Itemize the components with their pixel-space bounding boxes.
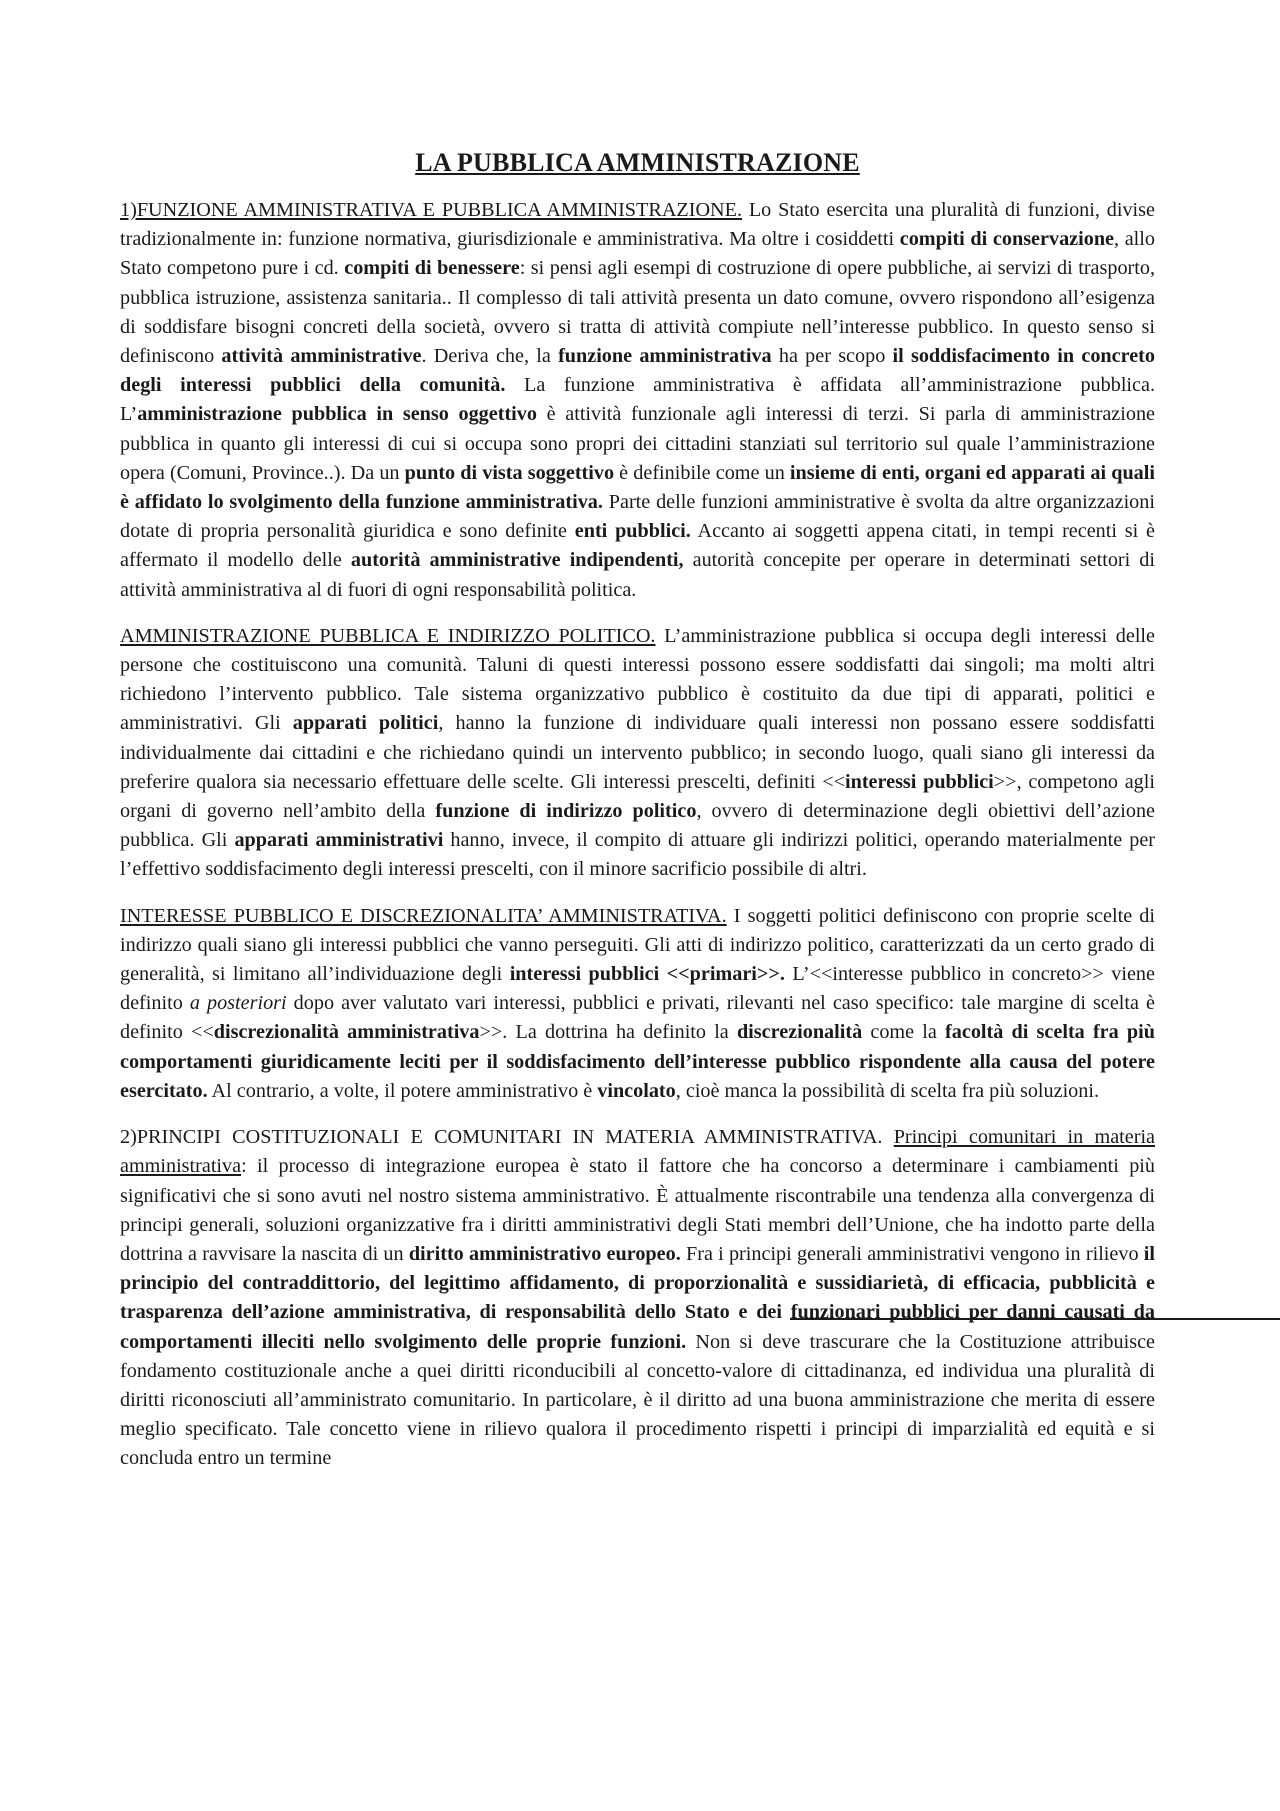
bold-term: enti pubblici.	[574, 520, 691, 543]
text-run: L’<<interesse pubblico in concreto>> viene definito	[120, 963, 1155, 1015]
text-run: Parte delle funzioni amministrative è svolta da altre organizzazioni dotate di propria personalità giuridica e sono definite	[120, 491, 1155, 543]
text-run: è attività funzionale agli interessi di terzi. Si parla di amministrazione pubblica in quanto gli interessi di cui si occupa sono propri dei cittadini stanziati sul territorio sul quale l’amministrazione opera (Comuni, Province..). Da un	[120, 403, 1155, 484]
text-run: >>, competono agli organi di governo nell’ambito della	[120, 770, 1155, 823]
paragraph-discrezionalita	[120, 902, 1155, 1106]
text-run: : il processo di integrazione europea è stato il fattore che ha concorso a determinare i cambiamenti più significativi che si sono avuti nel nostro sistema amministrativo. È attualmente riscontrabile una tendenza alla convergenza di principi generali, soluzioni organizzative fra i diritti amministrativi degli Stati membri dell’Unione, che ha indotto parte della dottrina a ravvisare la nascita di un	[120, 1155, 1155, 1265]
text-run: , allo Stato competono pure i cd.	[120, 228, 1155, 280]
paragraph-indirizzo-politico	[120, 622, 1155, 885]
bold-term: interessi pubblici <<primari>>.	[509, 963, 785, 986]
text-run: Al contrario, a volte, il potere amministrativo è	[207, 1079, 598, 1102]
bold-term: amministrazione pubblica in senso oggettivo	[137, 403, 537, 426]
text-run: La funzione amministrativa è affidata all’amministrazione pubblica. L’	[120, 374, 1156, 426]
bold-term: funzione amministrativa	[558, 345, 772, 368]
bold-term: interessi pubblici	[845, 770, 994, 793]
section-heading: 1)FUNZIONE AMMINISTRATIVA E PUBBLICA AMMINISTRAZIONE.	[120, 199, 742, 221]
section-heading: INTERESSE PUBBLICO E DISCREZIONALITA’ AMMINISTRATIVA.	[120, 904, 727, 927]
paragraph-funzione-amministrativa	[120, 196, 1155, 605]
bold-term: funzione di indirizzo politico	[435, 800, 697, 823]
bold-term: discrezionalità amministrativa	[213, 1021, 480, 1044]
text-run: . Deriva che, la	[421, 345, 559, 368]
subsection-heading: Principi comunitari in materia amministrativa	[120, 1126, 1156, 1178]
italic-term: a posteriori	[189, 992, 287, 1015]
text-run: I soggetti politici definiscono con proprie scelte di indirizzo quali siano gli interessi pubblici che vanno perseguiti. Gli atti di indirizzo politico, caratterizzati da un certo grado di generalità, si limitano all’individuazione degli	[120, 904, 1156, 986]
text-run: Accanto ai soggetti appena citati, in tempi recenti si è affermato il modello delle	[120, 520, 1155, 572]
bold-term: vincolato	[597, 1079, 676, 1102]
bold-term: compiti di conservazione	[899, 228, 1115, 251]
section-heading: AMMINISTRAZIONE PUBBLICA E INDIRIZZO POLITICO.	[120, 624, 656, 647]
horizontal-rule	[790, 1318, 1280, 1320]
section-heading: 2)PRINCIPI COSTITUZIONALI E COMUNITARI IN MATERIA AMMINISTRATIVA.	[120, 1126, 883, 1149]
bold-term: compiti di benessere	[344, 257, 520, 280]
text-run: , hanno la funzione di individuare quali interessi non possano essere soddisfatti individualmente dai cittadini e che richiedano quindi un intervento pubblico; in secondo luogo, quali siano gli interessi da preferire qualora sia necessario effettuare delle scelte. Gli interessi prescelti, definiti <<	[120, 712, 1155, 793]
text-run: è definibile come un	[614, 461, 790, 484]
bold-term: apparati politici	[292, 712, 439, 735]
bold-term: il principio del contraddittorio, del legittimo affidamento, di proporzionalità e sussidiarietà, di efficacia, pubblicità e trasparenza dell’azione amministrativa, di responsabilità dello Stato e dei funzionari pubblici per danni causati da comportamenti illeciti nello svolgimento delle proprie funzioni.	[120, 1242, 1155, 1353]
text-run: ha per scopo	[771, 345, 893, 368]
text-run: Lo Stato esercita una pluralità di funzioni, divise tradizionalmente in: funzione normativa, giurisdizionale e amministrativa. Ma oltre i cosiddetti	[120, 199, 1155, 251]
text-run: , ovvero di determinazione degli obiettivi dell’azione pubblica. Gli	[120, 800, 1156, 852]
text-run: hanno, invece, il compito di attuare gli indirizzi politici, operando materialmente per l’effettivo soddisfacimento degli interessi prescelti, con il minore sacrificio possibile di altri.	[120, 829, 1156, 881]
bold-term: apparati amministrativi	[234, 829, 444, 852]
page-title: LA PUBBLICA AMMINISTRAZIONE	[415, 148, 860, 177]
bold-term: facoltà di scelta fra più comportamenti giuridicamente leciti per il soddisfacimento dell’interesse pubblico rispondente alla causa del potere esercitato.	[120, 1021, 1155, 1102]
paragraph-principi	[120, 1123, 1155, 1473]
text-run: Fra i principi generali amministrativi vengono in rilievo	[680, 1242, 1144, 1265]
text-run: Non si deve trascurare che la Costituzione attribuisce fondamento costituzionale anche a quei diritti riconducibili al concetto-valore di cittadinanza, ed individua una pluralità di diritti riconosciuti all’amministrato comunitario. In particolare, è il diritto ad una buona amministrazione che merita di essere meglio specificato. Tale concetto viene in rilievo qualora il procedimento rispetti i principi di imparzialità ed equità e si concluda entro un termine	[120, 1330, 1155, 1470]
text-run: >>. La dottrina ha definito la	[479, 1021, 737, 1044]
text-run: : si pensi agli esempi di costruzione di opere pubbliche, ai servizi di trasporto, pubblica istruzione, assistenza sanitaria.. Il complesso di tali attività presenta un dato comune, ovvero rispondono all’esigenza di soddisfare bisogni concreti della società, ovvero si tratta di attività compiute nell’interesse pubblico. In questo senso si definiscono	[120, 257, 1156, 368]
bold-term: insieme di enti, organi ed apparati ai quali è affidato lo svolgimento della funzione amministrativa.	[120, 461, 1155, 514]
bold-term: diritto amministrativo europeo.	[408, 1242, 681, 1265]
bold-term: punto di vista soggettivo	[404, 461, 615, 484]
text-run: , cioè manca la possibilità di scelta fra più soluzioni.	[675, 1079, 1100, 1102]
bold-term: autorità amministrative indipendenti,	[350, 549, 684, 572]
bold-term: il soddisfacimento in concreto degli interessi pubblici della comunità.	[120, 345, 1155, 397]
bold-term: discrezionalità	[736, 1021, 863, 1044]
bold-term: attività amministrative	[221, 345, 422, 368]
text-run: autorità concepite per operare in determinati settori di attività amministrativa al di fuori di ogni responsabilità politica.	[120, 549, 1156, 601]
text-run: L’amministrazione pubblica si occupa degli interessi delle persone che costituiscono una comunità. Taluni di questi interessi possono essere soddisfatti dai singoli; ma molti altri richiedono l’intervento pubblico. Tale sistema organizzativo pubblico è costituito da due tipi di apparati, politici e amministrativi. Gli	[120, 624, 1155, 735]
text-run: dopo aver valutato vari interessi, pubblici e privati, rilevanti nel caso specifico: tale margine di scelta è definito <<	[120, 992, 1155, 1044]
text-run: come la	[862, 1021, 946, 1044]
